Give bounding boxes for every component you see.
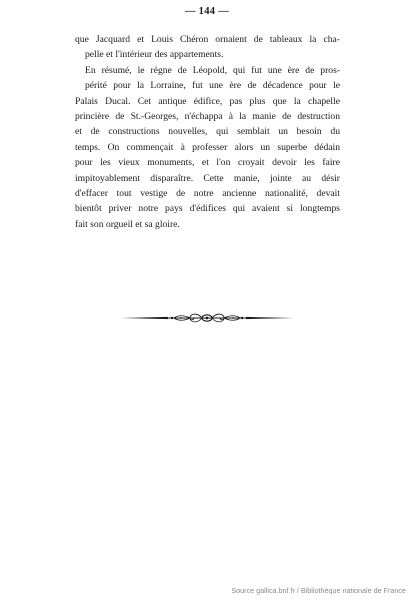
text-line: et de constructions nouvelles, qui semblait un besoin du: [75, 126, 340, 138]
text-line: temps. On commençait à professer alors un superbe dédain: [75, 141, 340, 153]
text-line: impitoyablement disparaître. Cette manie, jointe au désir: [75, 172, 340, 184]
source-credit: Source gallica.bnf.fr / Bibliothèque nationale de France: [231, 586, 406, 595]
text-line: pour les vieux monuments, et l'on croyait devoir les faire: [75, 157, 340, 169]
text-line: En résumé, le règne de Léopold, qui fut une ère de pros-: [85, 64, 340, 76]
text-line: périté pour la Lorraine, fut une ère de décadence pour le: [85, 80, 340, 92]
text-line: que Jacquard et Louis Chéron ornaient de tableaux la cha-: [75, 34, 340, 45]
text-line: fait son orgueil et sa gloire.: [75, 218, 180, 230]
page-number: — 144 —: [184, 6, 230, 17]
text-line: pelle et l'intérieur des appartements.: [85, 49, 224, 61]
text-line: Palais Ducal. Cet antique édifice, pas plus que la chapelle: [75, 95, 340, 107]
body-text: [75, 32, 340, 232]
text-line: princière de St.-Georges, n'échappa à la manie de destruction: [75, 110, 340, 122]
text-line: d'effacer tout vestige de notre ancienne nationalité, devait: [75, 187, 340, 199]
text-line: bientôt priver notre pays d'édifices qui avaient si longtemps: [75, 203, 340, 215]
ornament-divider-icon: [120, 309, 294, 327]
